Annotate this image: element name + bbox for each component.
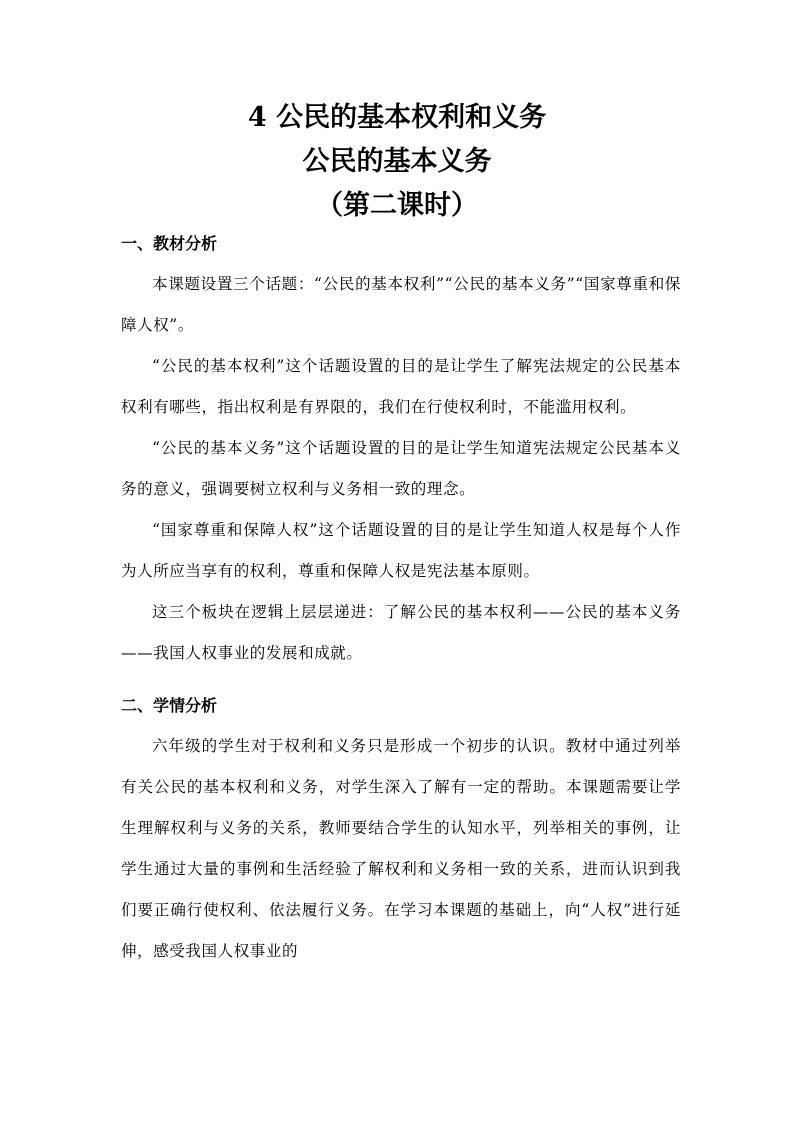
paragraph: 这三个板块在逻辑上层层递进：了解公民的基本权利——公民的基本义务——我国人权事业的发展和成就。 (121, 603, 681, 662)
document-title (0, 96, 794, 228)
title-line-2: 公民的基本义务 (302, 146, 492, 177)
paragraph: “公民的基本权利”这个话题设置的目的是让学生了解宪法规定的公民基本权利有哪些，指出权利是有界限的，我们在行使权利时，不能滥用权利。 (121, 357, 681, 416)
section-heading: 二、学情分析 (121, 696, 218, 715)
title-line-3: （第二课时） (316, 190, 478, 221)
title-line-1: 4 公民的基本权利和义务 (247, 102, 547, 133)
paragraph: “国家尊重和保障人权”这个话题设置的目的是让学生知道人权是每个人作为人所应当享有的权利，尊重和保障人权是宪法基本原则。 (121, 521, 681, 580)
paragraph: 本课题设置三个话题：“公民的基本权利”“公民的基本义务”“国家尊重和保障人权”。 (121, 275, 681, 334)
document-body (121, 226, 681, 972)
paragraph: 六年级的学生对于权利和义务只是形成一个初步的认识。教材中通过列举有关公民的基本权利和义务，对学生深入了解有一定的帮助。本课题需要让学生理解权利与义务的关系，教师要结合学生的认知水平，列举相关的事例，让学生通过大量的事例和生活经验了解权利和义务相一致的关系，进而认识到我们要正确行使权利、依法履行义务。在学习本课题的基础上，向“人权”进行延伸，感受我国人权事业的 (121, 737, 681, 960)
section-textbook-analysis (121, 226, 681, 674)
section-student-analysis (121, 688, 681, 972)
section-spacer (121, 674, 681, 688)
paragraph: “公民的基本义务”这个话题设置的目的是让学生知道宪法规定公民基本义务的意义，强调要树立权利与义务相一致的理念。 (121, 439, 681, 498)
section-heading: 一、教材分析 (121, 234, 218, 253)
